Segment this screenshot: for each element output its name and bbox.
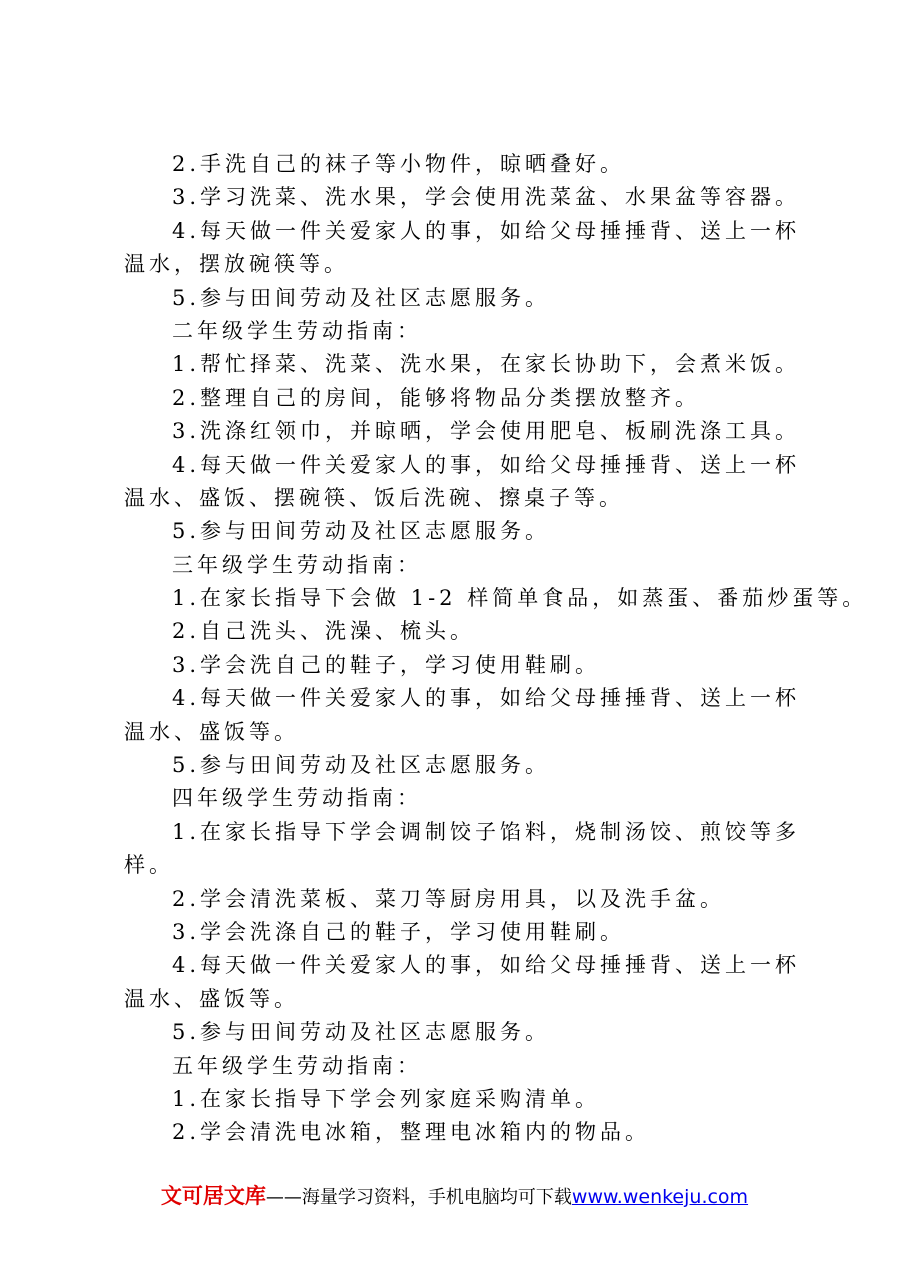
text-line: 5.参与田间劳动及社区志愿服务。	[172, 519, 551, 544]
text-line: 2.学会清洗电冰箱，整理电冰箱内的物品。	[172, 1120, 651, 1145]
text-line: 温水、盛饭等。	[124, 719, 299, 744]
text-line: 1.帮忙择菜、洗菜、洗水果，在家长协助下，会煮米饭。	[172, 352, 801, 377]
footer-slogan: ——海量学习资料，手机电脑均可下载	[265, 1187, 572, 1208]
document-body	[124, 148, 868, 1150]
text-line: 3.学会洗自己的鞋子，学习使用鞋刷。	[172, 652, 601, 677]
text-line: 温水、盛饭、摆碗筷、饭后洗碗、擦桌子等。	[124, 485, 624, 510]
text-line: 3.学会洗涤自己的鞋子，学习使用鞋刷。	[172, 919, 626, 944]
text-line: 样。	[124, 853, 174, 878]
text-line: 5.参与田间劳动及社区志愿服务。	[172, 285, 551, 310]
text-line: 2.自己洗头、洗澡、梳头。	[172, 619, 476, 644]
text-line: 3.洗涤红领巾，并晾晒，学会使用肥皂、板刷洗涤工具。	[172, 419, 801, 444]
text-line: 二年级学生劳动指南：	[172, 318, 422, 343]
text-line: 2.学会清洗菜板、菜刀等厨房用具，以及洗手盆。	[172, 886, 726, 911]
footer-banner	[0, 1182, 909, 1212]
footer-brand: 文可居文库	[160, 1184, 266, 1208]
text-line: 2.手洗自己的袜子等小物件，晾晒叠好。	[172, 152, 626, 176]
text-line: 4.每天做一件关爱家人的事，如给父母捶捶背、送上一杯	[172, 953, 801, 978]
text-line: 温水，摆放碗筷等。	[124, 252, 349, 277]
text-line: 1.在家长指导下会做 1-2 样简单食品，如蒸蛋、番茄炒蛋等。	[172, 586, 868, 611]
text-line: 1.在家长指导下学会列家庭采购清单。	[172, 1086, 601, 1111]
text-line: 四年级学生劳动指南：	[172, 786, 422, 811]
text-line: 5.参与田间劳动及社区志愿服务。	[172, 753, 551, 778]
text-line: 4.每天做一件关爱家人的事，如给父母捶捶背、送上一杯	[172, 452, 801, 477]
text-line: 4.每天做一件关爱家人的事，如给父母捶捶背、送上一杯	[172, 218, 801, 243]
text-line: 1.在家长指导下学会调制饺子馅料，烧制汤饺、煎饺等多	[172, 819, 801, 844]
text-line: 2.整理自己的房间，能够将物品分类摆放整齐。	[172, 385, 701, 410]
footer-url-link[interactable]: www.wenkeju.com	[571, 1186, 749, 1208]
text-line: 五年级学生劳动指南：	[172, 1053, 422, 1078]
text-line: 三年级学生劳动指南：	[172, 552, 422, 577]
text-line: 4.每天做一件关爱家人的事，如给父母捶捶背、送上一杯	[172, 686, 801, 711]
text-line: 5.参与田间劳动及社区志愿服务。	[172, 1020, 551, 1045]
text-line: 温水、盛饭等。	[124, 986, 299, 1011]
text-line: 3.学习洗菜、洗水果，学会使用洗菜盆、水果盆等容器。	[172, 185, 801, 210]
